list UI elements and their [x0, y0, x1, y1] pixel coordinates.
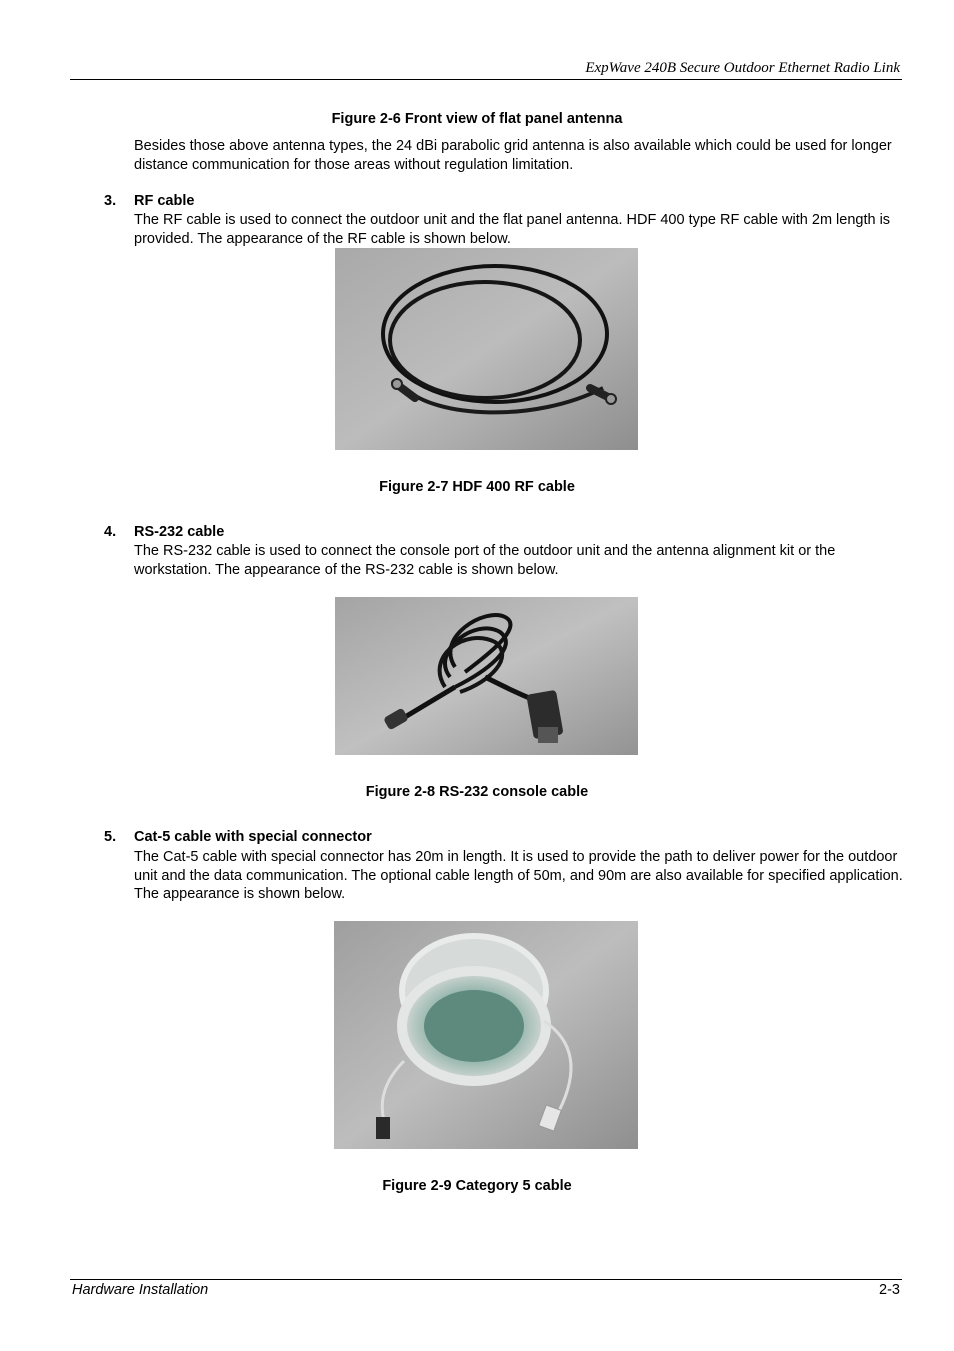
footer-chapter: Hardware Installation: [72, 1282, 209, 1298]
figure-2-9-caption: Figure 2-9 Category 5 cable: [382, 1178, 572, 1194]
figure-2-7-caption: Figure 2-7 HDF 400 RF cable: [379, 479, 575, 495]
running-header-title: ExpWave 240B Secure Outdoor Ethernet Radio Link: [585, 60, 900, 76]
section-3-number: 3.: [104, 193, 117, 209]
rf-cable-image: [335, 248, 638, 450]
section-3-heading: RF cable: [134, 193, 195, 209]
section-4-body: The RS-232 cable is used to connect the console port of the outdoor unit and the antenna alignment kit or the workstation. The appearance of the RS-232 cable is shown below.: [134, 543, 836, 578]
section-5-body: The Cat-5 cable with special connector has 20m in length. It is used to provide the path to deliver power for the outdoor unit and the data communication. The optional cable length of 50m, and 90m are also available for specified application. The appearance is shown below.: [134, 849, 903, 903]
footer-rule: [70, 1279, 902, 1280]
figure-2-6-caption: Figure 2-6 Front view of flat panel antenna: [331, 111, 623, 127]
section-3-body: The RF cable is used to connect the outdoor unit and the flat panel antenna. HDF 400 type RF cable with 2m length is provided. The appearance of the RF cable is shown below.: [134, 212, 891, 247]
intro-paragraph: Besides those above antenna types, the 24 dBi parabolic grid antenna is also available which could be used for longer distance communication for those areas without regulation limitation.: [134, 138, 892, 173]
page-number: 2-3: [879, 1282, 900, 1298]
rf-cable-photo: [335, 248, 638, 450]
cat5-cable-photo: [334, 921, 638, 1149]
section-5-number: 5.: [104, 829, 117, 845]
cat5-cable-image: [334, 921, 638, 1149]
figure-2-8-caption: Figure 2-8 RS-232 console cable: [365, 784, 589, 800]
section-5-heading: Cat-5 cable with special connector: [134, 829, 372, 845]
rs232-cable-image: [335, 597, 638, 755]
header-rule: [70, 79, 902, 80]
rs232-cable-photo: [335, 597, 638, 755]
section-4-heading: RS-232 cable: [134, 524, 225, 540]
section-4-number: 4.: [104, 524, 117, 540]
